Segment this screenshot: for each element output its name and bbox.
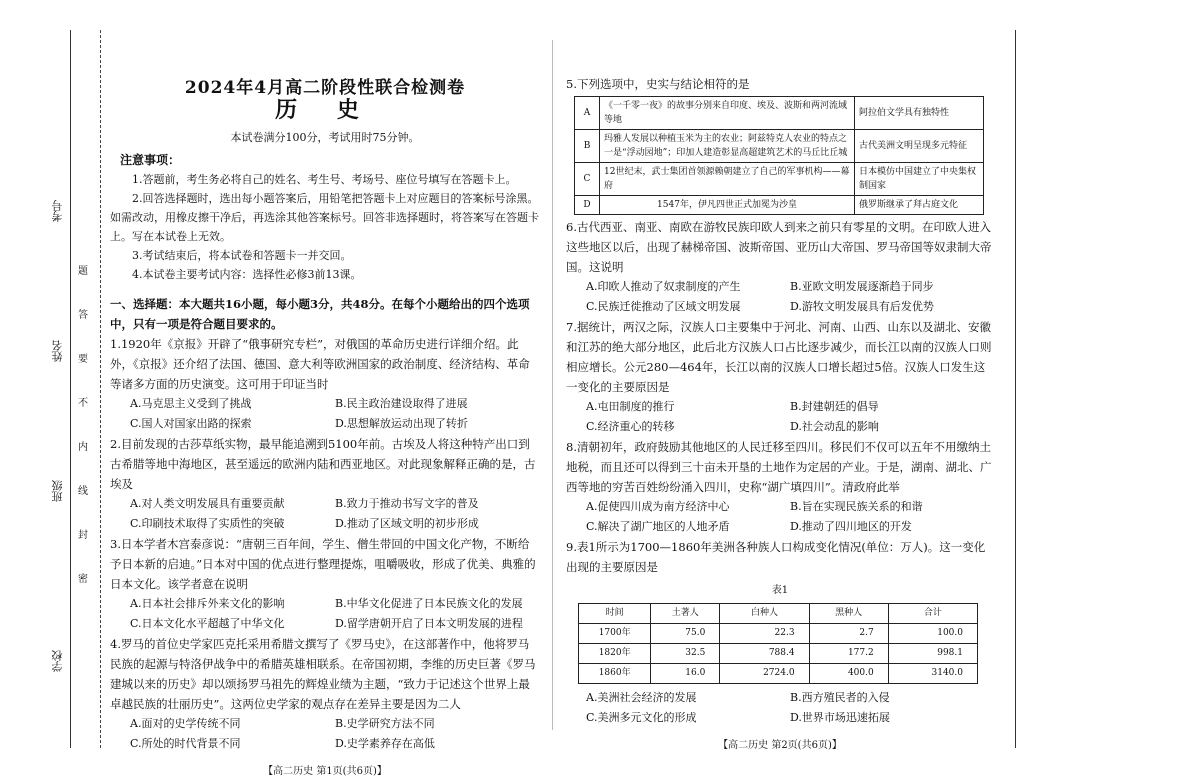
- seal-char: 答: [78, 310, 88, 321]
- option-d: D.史学素养存在高低: [335, 737, 435, 750]
- table-cell: C: [575, 163, 600, 196]
- table-cell: 《一千零一夜》的故事分别来自印度、埃及、波斯和两河流域等地: [600, 97, 855, 130]
- fact-conclusion-table: [574, 96, 984, 215]
- table-cell: 3140.0: [888, 664, 977, 684]
- option-b: B.史学研究方法不同: [335, 717, 435, 730]
- table-row: [575, 130, 984, 163]
- table-row: [579, 624, 978, 644]
- seal-char: 密: [78, 574, 88, 585]
- seal-char: 线: [78, 486, 88, 497]
- table-cell: 998.1: [888, 644, 977, 664]
- option-b: B.民主政治建设取得了进展: [335, 397, 468, 410]
- note-item: 1.答题前，考生务必将自己的姓名、考生号、考场号、座位号填写在答题卡上。: [132, 173, 517, 186]
- table-cell: 1700年: [579, 624, 651, 644]
- table-cell: 12世纪末，武士集团首领源赖朝建立了自己的军事机构——幕府: [600, 163, 855, 196]
- option-c: C.民族迁徙推动了区域文明发展: [586, 300, 741, 313]
- column-header: 黑种人: [809, 604, 888, 624]
- option-a: A.美洲社会经济的发展: [586, 691, 697, 704]
- question-options: [566, 397, 994, 437]
- table-row: [579, 644, 978, 664]
- option-d: D.留学唐朝开启了日本文明发展的进程: [335, 617, 523, 630]
- margin-line-right: [1015, 30, 1016, 748]
- question-options: [110, 394, 540, 434]
- question-8: [566, 437, 994, 537]
- question-options: [110, 714, 540, 754]
- table-cell: D: [575, 196, 600, 215]
- table-cell: 177.2: [809, 644, 888, 664]
- question-9: [566, 537, 994, 728]
- table-cell: 1547年，伊凡四世正式加冕为沙皇: [600, 196, 855, 215]
- question-2: [110, 434, 540, 534]
- exam-title: 2024年4月高二阶段性联合检测卷: [184, 78, 466, 98]
- table-row: [575, 97, 984, 130]
- option-c: C.所处的时代背景不同: [130, 737, 241, 750]
- seal-line: [100, 30, 101, 748]
- question-stem: 6.古代西亚、南亚、南欧在游牧民族印欧人到来之前只有零星的文明。在印欧人进入这些地区以后，出现了赫梯帝国、波斯帝国、亚历山大帝国、罗马帝国等奴隶制大帝国。这说明: [566, 220, 992, 274]
- option-c: C.印刷技术取得了实质性的突破: [130, 517, 285, 530]
- table-cell: 22.3: [720, 624, 809, 644]
- question-7: [566, 317, 994, 437]
- page-footer: 【高二历史 第2页(共6页)】: [718, 740, 842, 751]
- label-exam-number: 考号: [51, 200, 64, 222]
- option-a: A.印欧人推动了奴隶制度的产生: [586, 280, 741, 293]
- option-c: C.日本文化水平超越了中华文化: [130, 617, 285, 630]
- section-heading: 一、选择题：本大题共16小题，每小题3分，共48分。在每个小题给出的四个选项中，只有一项是符合题目要求的。: [110, 297, 530, 331]
- option-b: B.旨在实现民族关系的和谐: [790, 500, 923, 513]
- table-cell: 1860年: [579, 664, 651, 684]
- seal-char: 题: [78, 266, 88, 277]
- table-row: [579, 664, 978, 684]
- table-cell: 1820年: [579, 644, 651, 664]
- question-stem: 3.日本学者木宫泰彦说：“唐朝三百年间，学生、僧生带回的中国文化产物，不断给予日本新的启迪。”日本对中国的优点进行整理提炼，咀嚼吸收，形成了优美、典雅的日本文化。该学者意在说明: [110, 537, 536, 591]
- note-item: 2.回答选择题时，选出每小题答案后，用铅笔把答题卡上对应题目的答案标号涂黑。如需改动，用橡皮擦干净后，再选涂其他答案标号。回答非选择题时，将答案写在答题卡上。写在本试卷上无效。: [110, 192, 539, 243]
- center-fold-line: [552, 40, 553, 730]
- question-options: [566, 277, 994, 317]
- table-cell: 2724.0: [720, 664, 809, 684]
- question-stem: 4.罗马的首位史学家匹克托采用希腊文撰写了《罗马史》，在这部著作中，他将罗马民族的起源与特洛伊战争中的希腊英雄相联系。在帝国初期，李维的历史巨著《罗马建城以来的历史》却以颂扬罗马祖先的辉煌业绩为主题，“致力于记述这个世界上最卓越民族的壮丽历史”。这两位史学家的观点存在差异主要是因为二人: [110, 637, 536, 711]
- option-a: A.日本社会排斥外来文化的影响: [130, 597, 285, 610]
- question-stem: 2.目前发现的古莎草纸实物，最早能追溯到5100年前。古埃及人将这种特产出口到古希腊等地中海地区，甚至遥远的欧洲内陆和西亚地区。对此现象解释正确的是，古埃及: [110, 437, 536, 491]
- column-header: 白种人: [720, 604, 809, 624]
- table-cell: 2.7: [809, 624, 888, 644]
- option-a: A.促使四川成为南方经济中心: [586, 500, 730, 513]
- option-c: C.经济重心的转移: [586, 420, 675, 433]
- table-cell: 玛雅人发展以种植玉米为主的农业；阿兹特克人农业的特点之一是“浮动园地”；印加人建造彰显高超建筑艺术的马丘比丘城: [600, 130, 855, 163]
- table-cell: A: [575, 97, 600, 130]
- table-caption: 表1: [771, 585, 789, 596]
- option-b: B.封建朝廷的倡导: [790, 400, 879, 413]
- option-a: A.屯田制度的推行: [586, 400, 675, 413]
- column-header: 合计: [888, 604, 977, 624]
- exam-meta: 本试卷满分100分，考试用时75分钟。: [230, 131, 420, 144]
- option-b: B.亚欧文明发展逐渐趋于同步: [790, 280, 934, 293]
- left-column: [110, 78, 540, 782]
- table-row: [575, 163, 984, 196]
- column-header: 时间: [579, 604, 651, 624]
- question-1: [110, 334, 540, 434]
- option-a: A.面对的史学传统不同: [130, 717, 241, 730]
- option-d: D.推动了区域文明的初步形成: [335, 517, 479, 530]
- table-cell: 阿拉伯文学具有独特性: [855, 97, 984, 130]
- population-table: [578, 603, 978, 684]
- margin-line-outer: [70, 30, 71, 748]
- table-cell: 788.4: [720, 644, 809, 664]
- seal-char: 内: [78, 442, 88, 453]
- option-b: B.西方殖民者的入侵: [790, 691, 890, 704]
- table-cell: 75.0: [651, 624, 720, 644]
- option-c: C.国人对国家出路的探索: [130, 417, 252, 430]
- note-item: 3.考试结束后，将本试卷和答题卡一并交回。: [132, 249, 352, 262]
- question-stem: 9.表1所示为1700—1860年美洲各种族人口构成变化情况(单位：万人)。这一变化出现的主要原因是: [566, 540, 986, 574]
- option-d: D.推动了四川地区的开发: [790, 520, 912, 533]
- question-4: [110, 634, 540, 754]
- right-column: [566, 74, 994, 756]
- note-item: 4.本试卷主要考试内容：选择性必修3前13课。: [132, 268, 362, 281]
- question-stem: 8.清朝初年，政府鼓励其他地区的人民迁移至四川。移民们不仅可以五年不用缴纳土地税，而且还可以得到三十亩未开垦的土地作为定居的产业。于是，湖南、湖北、广西等地的穷苦百姓纷纷涌入四川，史称“湖广填四川”。清政府此举: [566, 440, 992, 494]
- seal-char: 要: [78, 354, 88, 365]
- option-d: D.游牧文明发展具有后发优势: [790, 300, 934, 313]
- option-c: C.解决了湖广地区的人地矛盾: [586, 520, 730, 533]
- question-6: [566, 217, 994, 317]
- exam-subject: 历 史: [275, 97, 375, 123]
- table-cell: 16.0: [651, 664, 720, 684]
- question-options: [110, 494, 540, 534]
- table-row: [575, 196, 984, 215]
- table-cell: 日本模仿中国建立了中央集权制国家: [855, 163, 984, 196]
- table-cell: 俄罗斯继承了拜占庭文化: [855, 196, 984, 215]
- option-d: D.思想解放运动出现了转折: [335, 417, 468, 430]
- option-a: A.对人类文明发展具有重要贡献: [130, 497, 285, 510]
- option-b: B.中华文化促进了日本民族文化的发展: [335, 597, 523, 610]
- option-c: C.美洲多元文化的形成: [586, 711, 697, 724]
- option-b: B.致力于推动书写文字的普及: [335, 497, 479, 510]
- table-cell: 400.0: [809, 664, 888, 684]
- question-stem: 7.据统计，两汉之际，汉族人口主要集中于河北、河南、山西、山东以及湖北、安徽和江苏的绝大部分地区，此后北方汉族人口占比逐步减少，而长江以南的汉族人口则相应增长。公元280—464年，长江以南的汉族人口增长超过5倍。汉族人口发生这一变化的主要原因是: [566, 320, 992, 394]
- label-school: 学校: [51, 650, 64, 672]
- option-d: D.社会动乱的影响: [790, 420, 879, 433]
- question-5: [566, 74, 994, 215]
- seal-warning: [76, 250, 90, 602]
- option-a: A.马克思主义受到了挑战: [130, 397, 252, 410]
- column-header: 土著人: [651, 604, 720, 624]
- question-stem: 1.1920年《京报》开辟了“俄事研究专栏”，对俄国的革命历史进行详细介绍。此外，《京报》还介绍了法国、德国、意大利等欧洲国家的政治制度、经济结构、革命等诸多方面的历史演变。这可用于印证当时: [110, 337, 530, 391]
- notes-heading: 注意事项：: [120, 153, 181, 167]
- option-d: D.世界市场迅速拓展: [790, 711, 890, 724]
- question-options: [566, 497, 994, 537]
- label-class: 班级: [51, 480, 64, 502]
- question-options: [110, 594, 540, 634]
- question-options: [566, 688, 994, 728]
- label-name: 姓名: [51, 340, 64, 362]
- seal-char: 封: [78, 530, 88, 541]
- table-cell: 100.0: [888, 624, 977, 644]
- page-footer: 【高二历史 第1页(共6页)】: [263, 766, 387, 777]
- seal-char: 不: [78, 398, 88, 409]
- table-header-row: [579, 604, 978, 624]
- question-3: [110, 534, 540, 634]
- table-cell: 32.5: [651, 644, 720, 664]
- table-cell: 古代美洲文明呈现多元特征: [855, 130, 984, 163]
- question-stem: 5.下列选项中，史实与结论相符的是: [566, 77, 750, 91]
- table-cell: B: [575, 130, 600, 163]
